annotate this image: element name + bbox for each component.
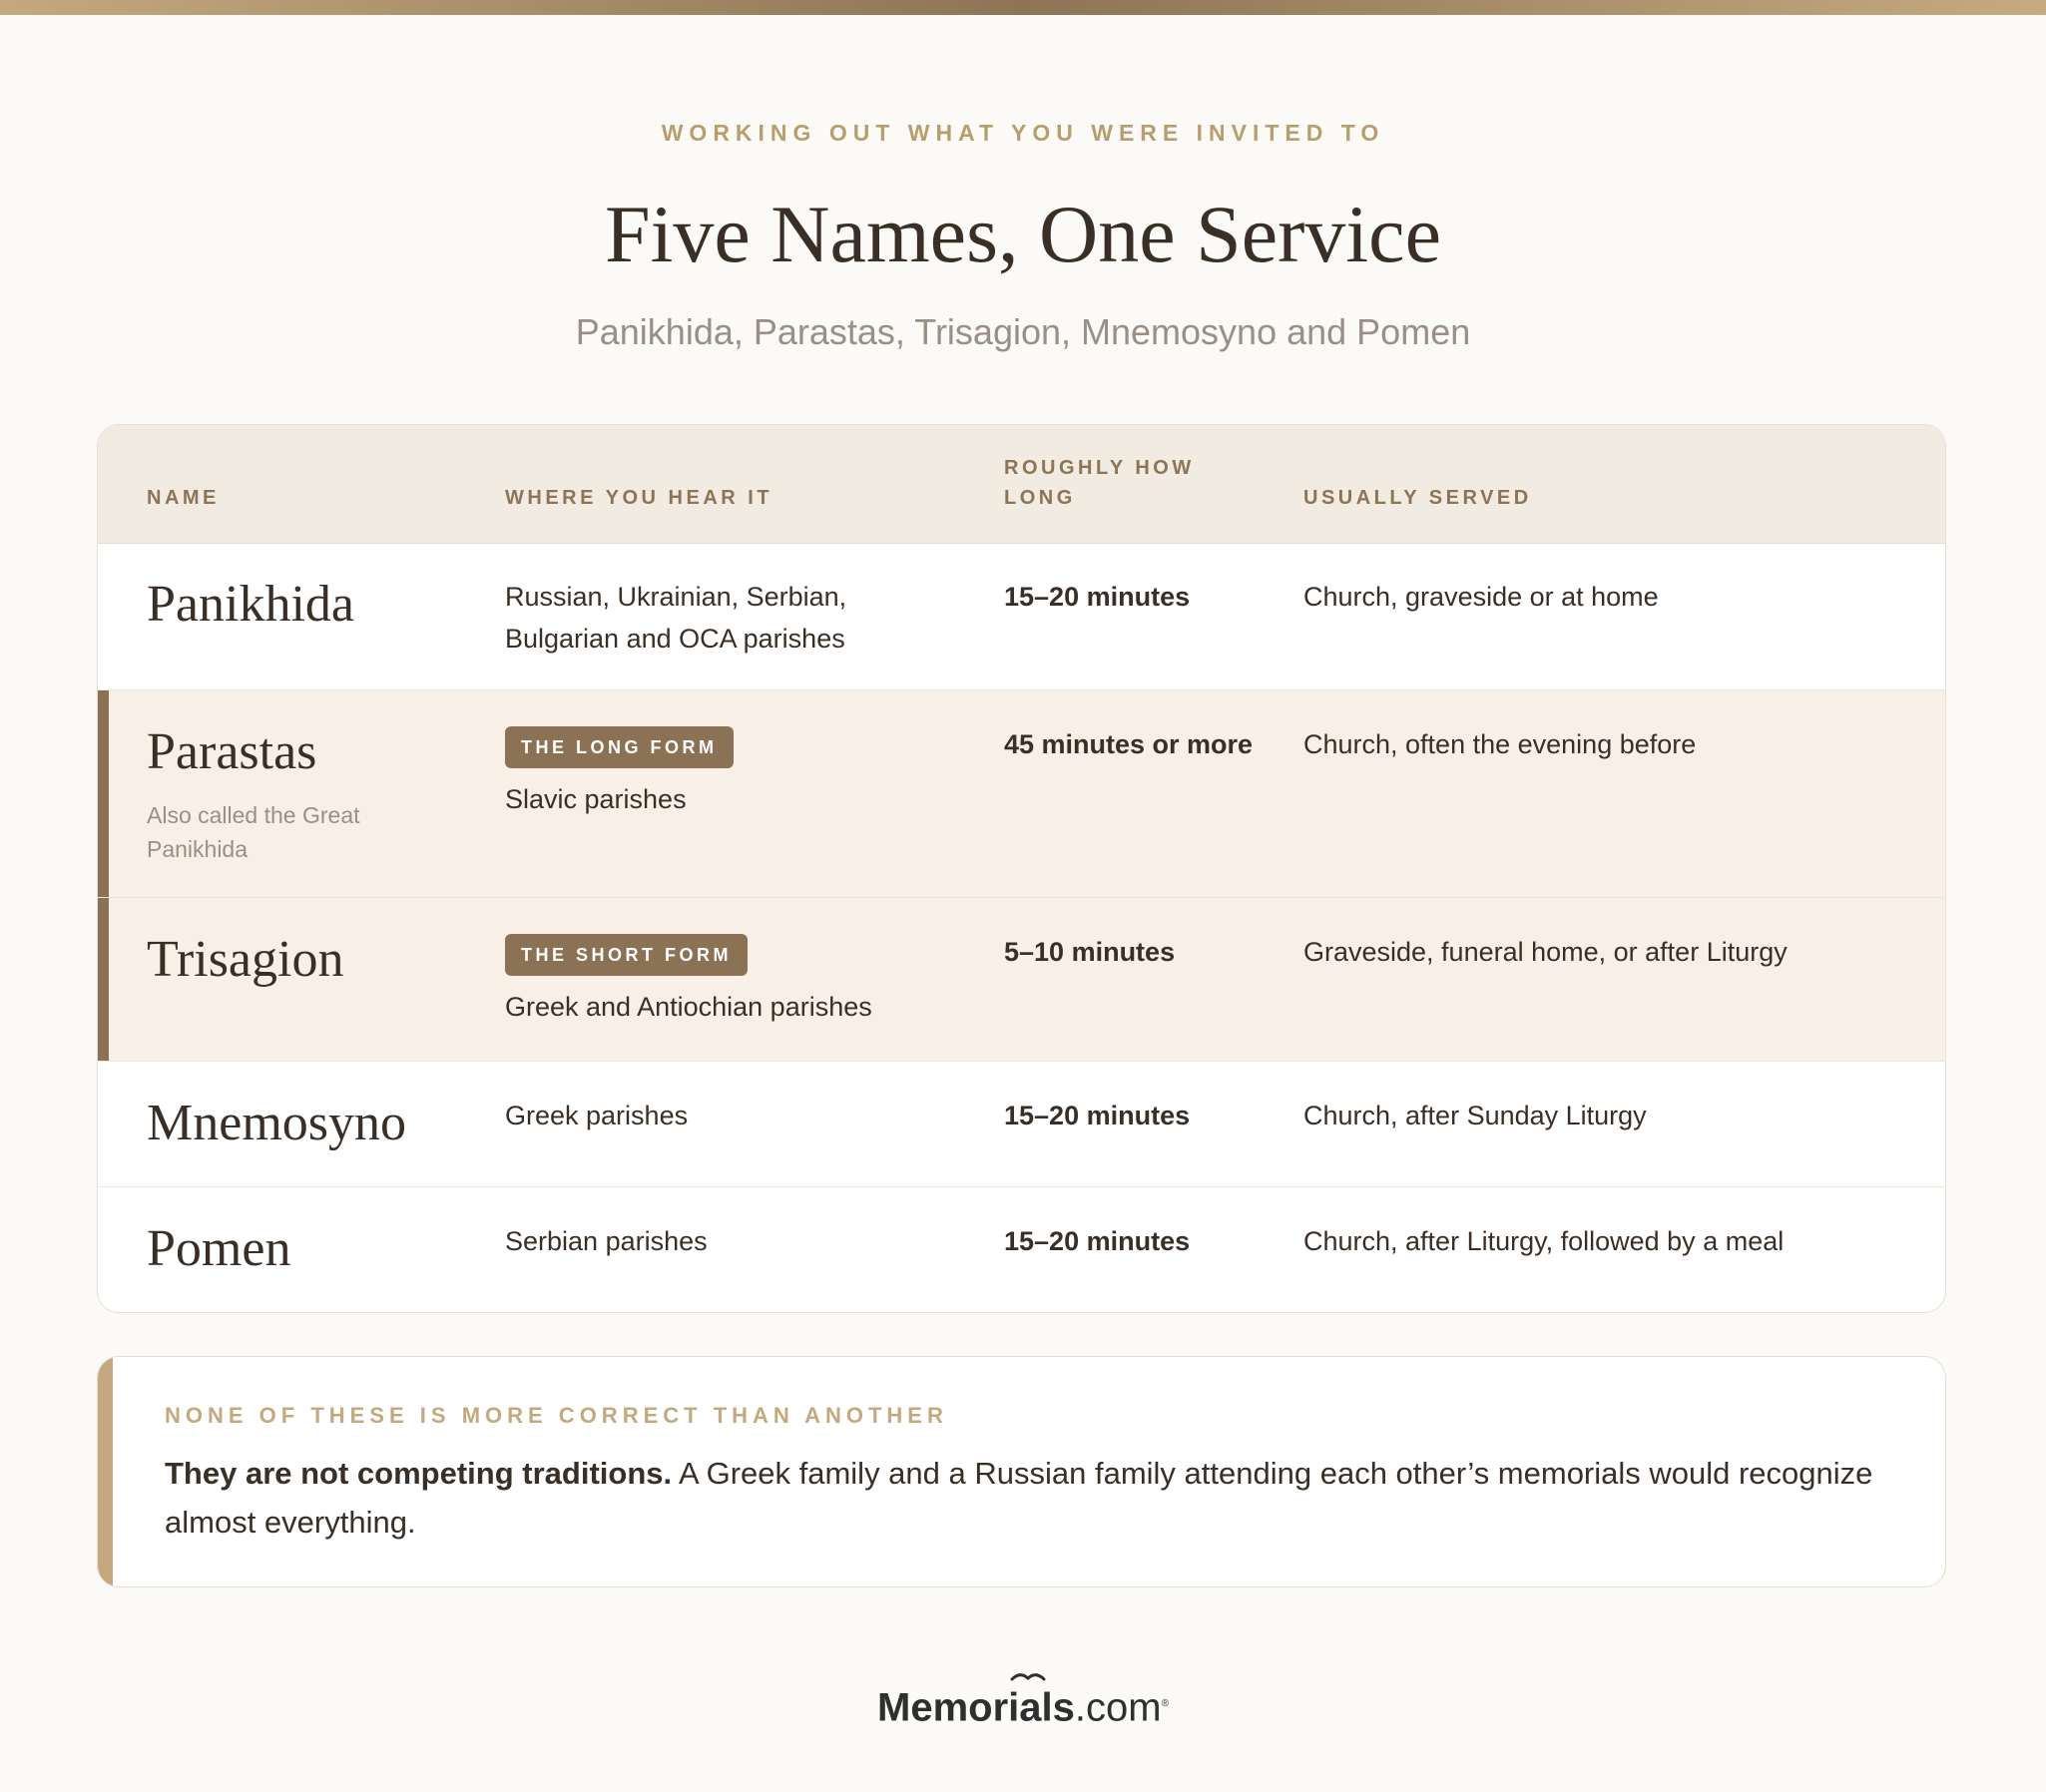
page-title: Five Names, One Service	[605, 189, 1441, 279]
service-name: Mnemosyno	[147, 1095, 406, 1151]
form-badge: THE LONG FORM	[505, 726, 734, 768]
memorials-logo	[0, 1679, 2046, 1732]
where-heard: Russian, Ukrainian, Serbian, Bulgarian and OCA parishes	[505, 582, 847, 654]
duration: 45 minutes or more	[1004, 729, 1254, 759]
callout-text	[165, 1449, 1901, 1547]
usually-served: Church, often the evening before	[1303, 729, 1697, 759]
usually-served: Church, after Liturgy, followed by a meal	[1303, 1226, 1785, 1256]
duration: 15–20 minutes	[1004, 1226, 1191, 1256]
service-name: Pomen	[147, 1220, 291, 1277]
logo-tld: .com	[1074, 1685, 1162, 1730]
services-table	[97, 424, 1946, 1313]
eyebrow-label: WORKING OUT WHAT YOU WERE INVITED TO	[661, 120, 1385, 146]
top-accent-bar	[0, 0, 2046, 15]
table-row-highlighted	[98, 898, 1945, 1062]
duration: 15–20 minutes	[1004, 582, 1191, 612]
callout-lead: They are not competing traditions.	[165, 1456, 673, 1491]
duration: 15–20 minutes	[1004, 1101, 1191, 1130]
usually-served: Graveside, funeral home, or after Liturgy	[1303, 937, 1788, 967]
table-row	[98, 543, 1945, 690]
page-subtitle: Panikhida, Parastas, Trisagion, Mnemosyno and Pomen	[575, 311, 1471, 352]
service-name: Panikhida	[147, 576, 354, 633]
where-heard-cell	[505, 723, 944, 820]
column-header-name: NAME	[147, 487, 220, 509]
service-name: Trisagion	[147, 931, 344, 988]
table-header	[98, 425, 1945, 544]
column-header-where: WHERE YOU HEAR IT	[505, 487, 773, 509]
logo-brand: Memorials	[877, 1685, 1075, 1730]
where-heard-cell	[505, 931, 944, 1028]
table-row	[98, 1187, 1945, 1313]
bird-logo-icon	[1010, 1669, 1046, 1683]
form-badge: THE SHORT FORM	[505, 934, 748, 976]
duration: 5–10 minutes	[1004, 937, 1176, 967]
logo-registered-mark: ®	[1161, 1698, 1169, 1709]
usually-served: Church, graveside or at home	[1303, 582, 1659, 612]
column-header-duration: ROUGHLY HOW LONG	[1004, 457, 1195, 509]
usually-served: Church, after Sunday Liturgy	[1303, 1101, 1647, 1130]
table-row	[98, 1062, 1945, 1187]
where-heard: Slavic parishes	[505, 784, 687, 814]
where-heard: Greek parishes	[505, 1101, 689, 1130]
where-heard: Greek and Antiochian parishes	[505, 992, 872, 1022]
service-name: Parastas	[147, 723, 317, 780]
where-heard: Serbian parishes	[505, 1226, 708, 1256]
column-header-served: USUALLY SERVED	[1303, 487, 1532, 509]
table-row-highlighted	[98, 690, 1945, 898]
callout-note	[97, 1356, 1946, 1587]
service-alias: Also called the Great Panikhida	[147, 802, 360, 862]
callout-eyebrow: NONE OF THESE IS MORE CORRECT THAN ANOTHER	[165, 1403, 948, 1428]
callout-body: A Greek family and a Russian family attending each other’s memorials would recognize almost everything.	[165, 1456, 1873, 1540]
